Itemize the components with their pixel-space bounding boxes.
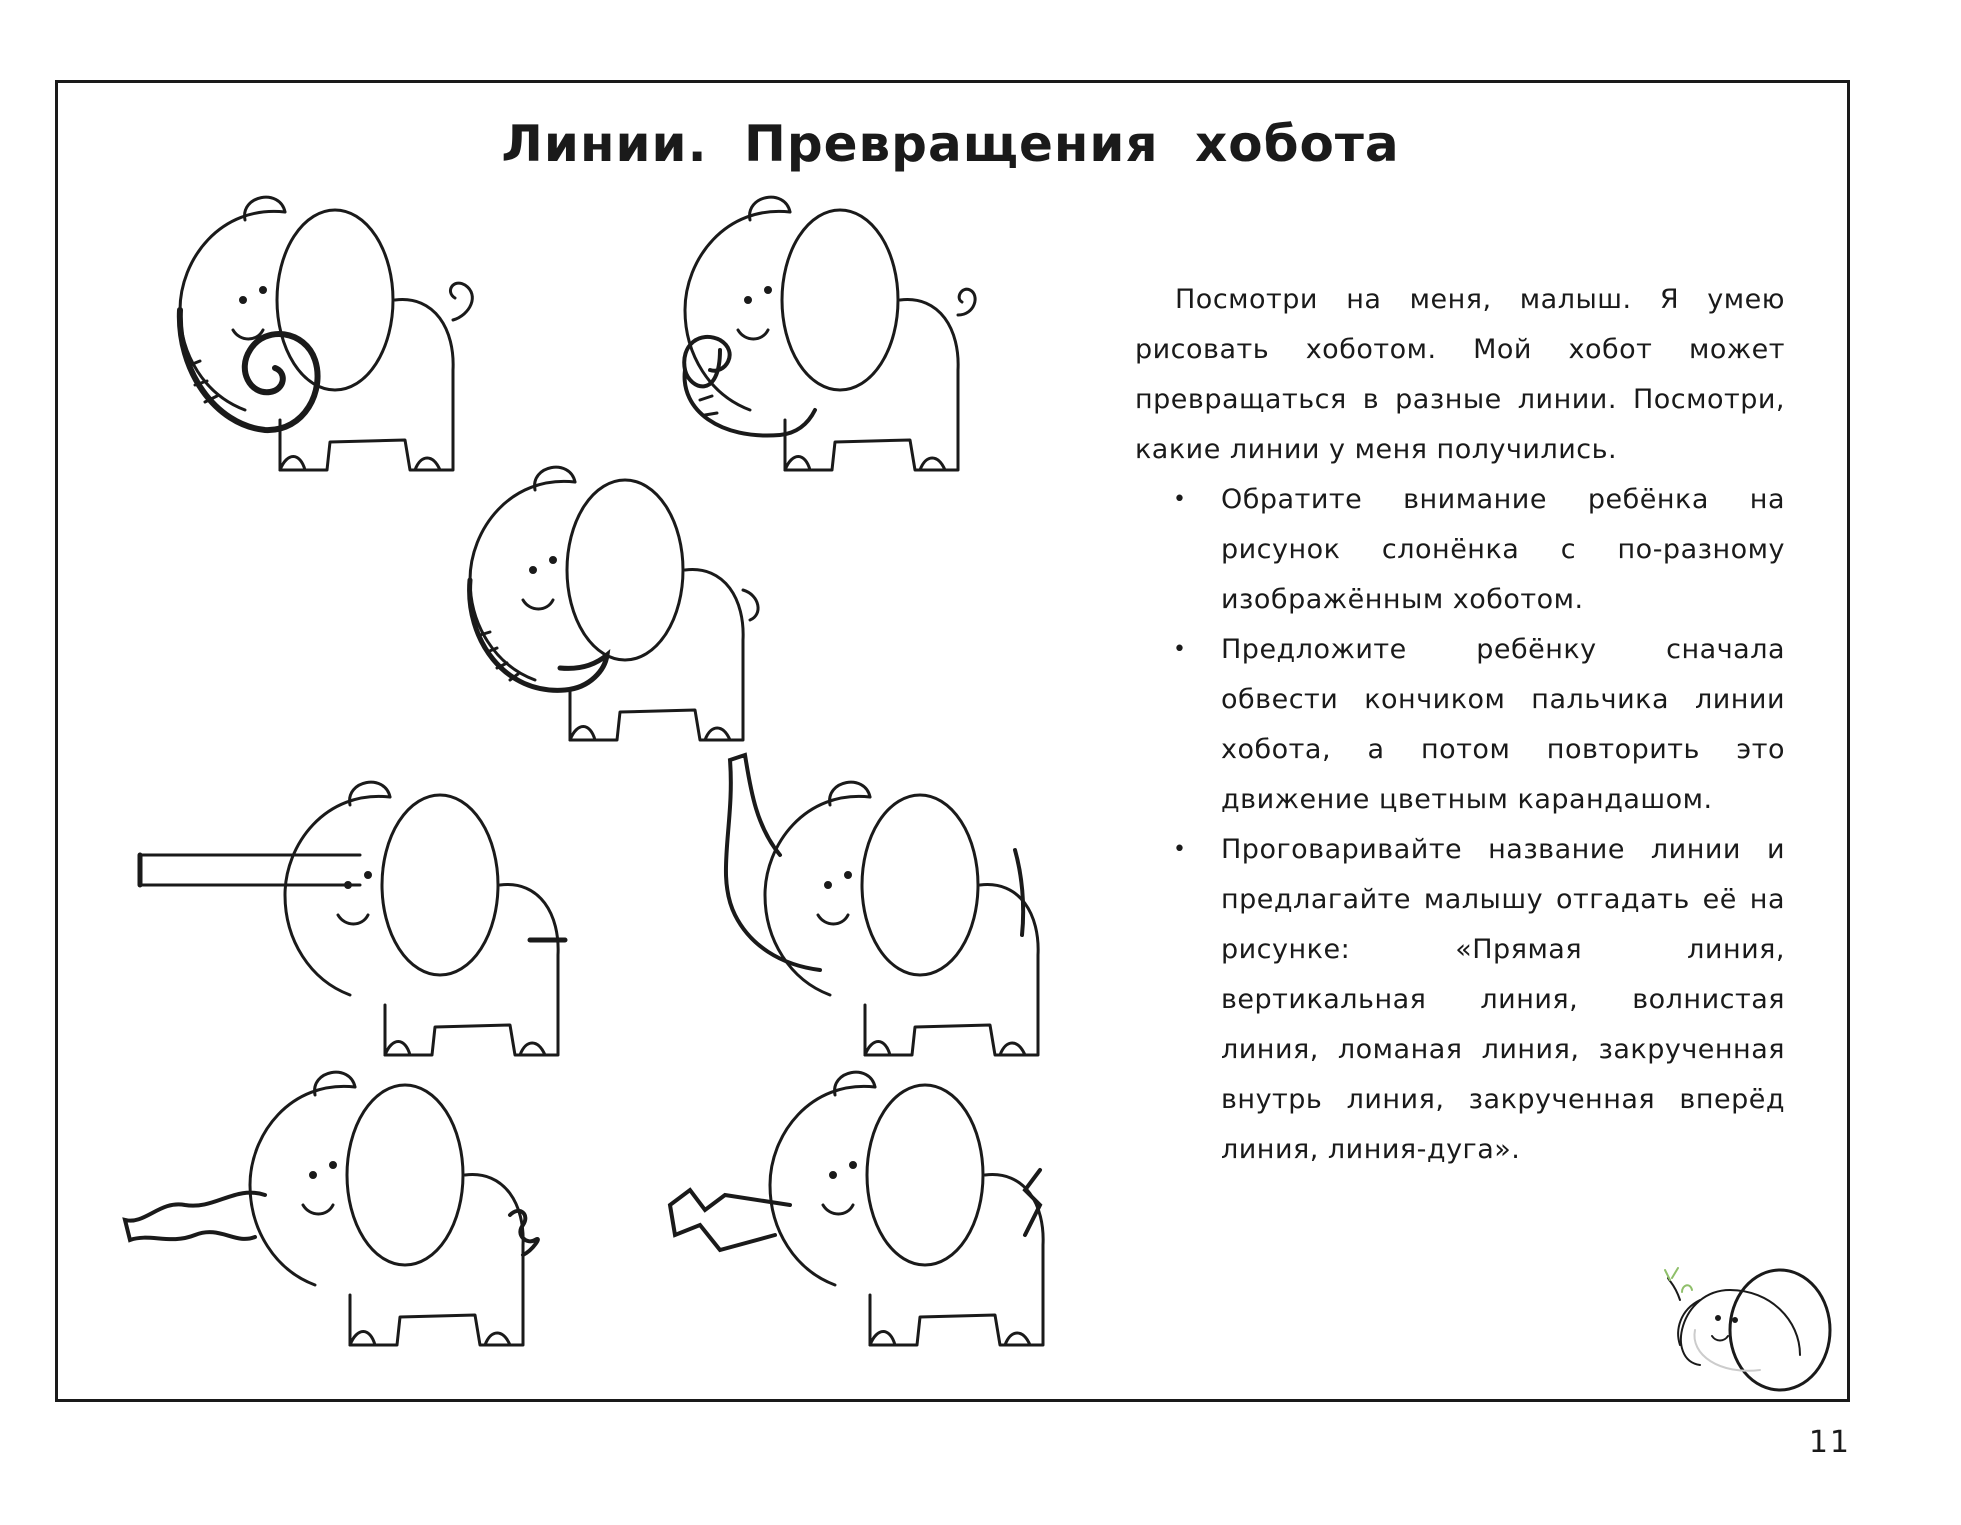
instruction-text xyxy=(1135,275,1785,1175)
elephant-straight-trunk xyxy=(140,782,565,1055)
elephant-wavy-trunk xyxy=(125,1072,538,1345)
page-title: Линии. Превращения хобота xyxy=(501,115,1400,173)
page-number: 11 xyxy=(1808,1425,1851,1460)
elephant-arc-trunk xyxy=(470,467,758,740)
elephant-vertical-trunk xyxy=(726,755,1038,1055)
list-item xyxy=(1135,825,1785,1175)
bullet-marker: • xyxy=(1173,837,1187,862)
elephant-curl-forward-trunk xyxy=(684,197,975,470)
bullet-marker: • xyxy=(1173,487,1187,512)
tip-text: Проговаривайте название линии и предлагайте малышу отгадать её на рисунке: «Прямая линия, вертикальная линия, волнистая линия, ломаная линия, закрученная внутрь линия, закрученная вперёд линия, линия-дуга». xyxy=(1221,834,1785,1165)
bullet-marker: • xyxy=(1173,637,1187,662)
tip-text: Обратите внимание ребёнка на рисунок слонёнка с по-разному изображённым хоботом. xyxy=(1221,484,1785,615)
elephant-mascot-icon xyxy=(1665,1268,1830,1390)
list-item xyxy=(1135,475,1785,625)
elephant-spiral-inward-trunk xyxy=(180,197,473,470)
intro-paragraph: Посмотри на меня, малыш. Я умею рисовать хоботом. Мой хобот может превращаться в разные линии. Посмотри, какие линии у меня получились. xyxy=(1135,284,1785,465)
tip-text: Предложите ребёнку сначала обвести кончиком пальчика линии хобота, а потом повторить это движение цветным карандашом. xyxy=(1221,634,1785,815)
tips-list xyxy=(1135,475,1785,1175)
elephant-zigzag-trunk xyxy=(670,1072,1043,1345)
list-item xyxy=(1135,625,1785,825)
